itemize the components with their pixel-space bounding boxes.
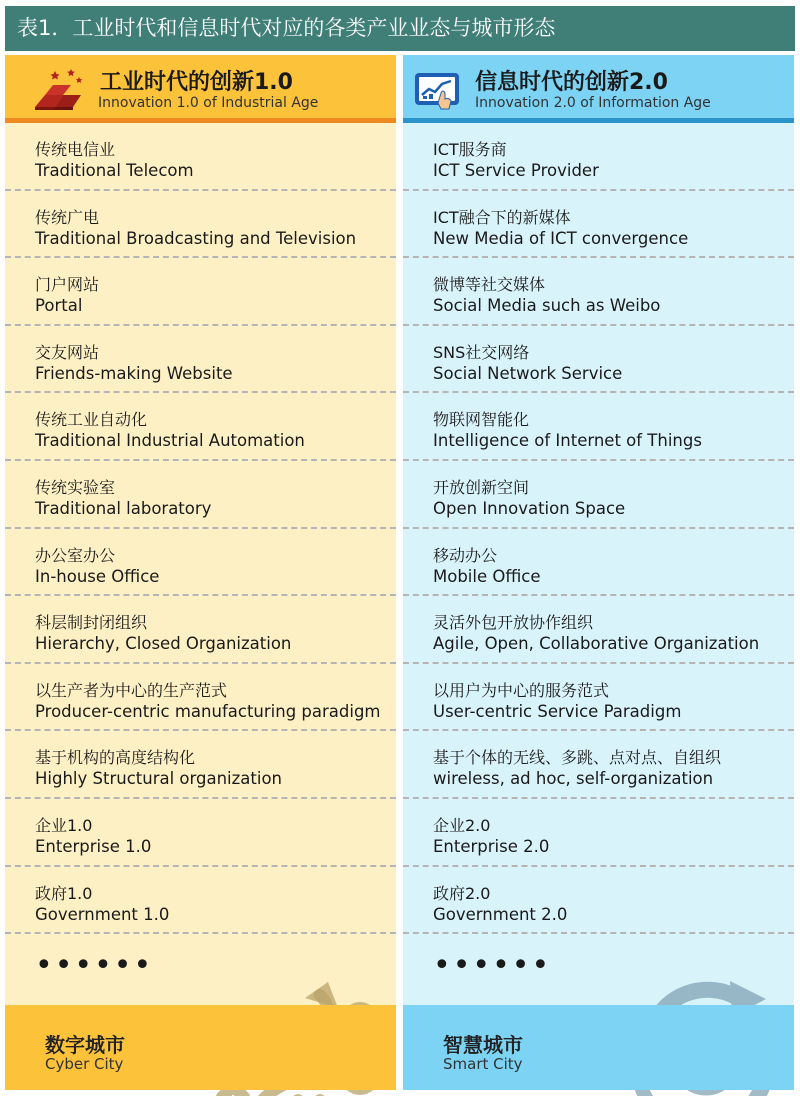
- row-label-en: Traditional Industrial Automation: [35, 431, 305, 451]
- row-label-zh: 以用户为中心的服务范式: [433, 680, 610, 700]
- row-label-en: Portal: [35, 296, 83, 316]
- information-header: [403, 55, 794, 123]
- row-label-zh: 灵活外包开放协作组织: [433, 613, 594, 633]
- table-row: [5, 393, 396, 461]
- table-row: [403, 529, 794, 597]
- row-label-en: User-centric Service Paradigm: [433, 701, 682, 721]
- row-label-en: wireless, ad hoc, self-organization: [433, 769, 714, 789]
- row-label-en: Intelligence of Internet of Things: [433, 431, 702, 451]
- industrial-age-column: [5, 55, 396, 1090]
- table-row: [403, 664, 794, 732]
- smart-city-label-en: Smart City: [443, 1055, 523, 1073]
- table-row: [403, 461, 794, 529]
- row-label-zh: 物联网智能化: [433, 410, 530, 430]
- row-label-zh: 传统电信业: [35, 140, 116, 159]
- row-label-zh: 企业1.0: [35, 815, 93, 835]
- row-label-en: New Media of ICT convergence: [433, 228, 689, 248]
- information-rows: [403, 123, 794, 934]
- table-row: [403, 731, 794, 799]
- ellipsis-dots: ••••••: [35, 948, 154, 983]
- row-label-en: Enterprise 2.0: [433, 836, 550, 856]
- information-footer: [403, 1005, 794, 1090]
- row-label-en: Government 1.0: [35, 904, 170, 924]
- industrial-header-subtitle: Innovation 1.0 of Industrial Age: [98, 95, 319, 111]
- table-row: [403, 867, 794, 935]
- table-row: [5, 596, 396, 664]
- row-label-zh: 交友网站: [35, 342, 100, 362]
- row-label-en: Social Network Service: [433, 363, 623, 383]
- information-age-column: [403, 55, 794, 1090]
- row-label-zh: 基于个体的无线、多跳、点对点、自组织: [433, 748, 722, 768]
- row-label-en: Highly Structural organization: [35, 769, 283, 789]
- row-label-en: Producer-centric manufacturing paradigm: [35, 701, 381, 721]
- table-row: [5, 529, 396, 597]
- ellipsis-dots: ••••••: [433, 948, 552, 983]
- row-label-en: Agile, Open, Collaborative Organization: [433, 634, 760, 654]
- row-label-zh: ICT融合下的新媒体: [433, 207, 571, 227]
- table-row: [403, 326, 794, 394]
- row-label-zh: SNS社交网络: [433, 342, 530, 362]
- industrial-header-title: 工业时代的创新1.0: [100, 70, 293, 95]
- row-label-zh: 开放创新空间: [433, 477, 530, 497]
- industrial-rows: [5, 123, 396, 934]
- table-row: [5, 258, 396, 326]
- row-label-en: Hierarchy, Closed Organization: [35, 634, 292, 654]
- row-label-en: Social Media such as Weibo: [433, 296, 661, 316]
- cyber-city-label-zh: 数字城市: [45, 1033, 125, 1057]
- information-header-subtitle: Innovation 2.0 of Information Age: [475, 95, 711, 111]
- table-row: [5, 867, 396, 935]
- table-row: [5, 799, 396, 867]
- row-label-zh: 传统实验室: [35, 477, 116, 497]
- information-header-title: 信息时代的创新2.0: [475, 70, 668, 95]
- table-row: [403, 123, 794, 191]
- row-label-zh: 办公室办公: [35, 545, 116, 565]
- smart-city-label-zh: 智慧城市: [443, 1033, 523, 1057]
- industrial-header: [5, 55, 396, 123]
- row-label-zh: 政府2.0: [433, 883, 491, 903]
- gold-bars-icon: [33, 67, 89, 111]
- row-label-zh: 政府1.0: [35, 883, 93, 903]
- row-label-zh: 传统广电: [35, 207, 100, 227]
- row-label-zh: 企业2.0: [433, 815, 491, 835]
- row-label-en: ICT Service Provider: [433, 161, 599, 180]
- row-label-zh: 移动办公: [433, 545, 498, 565]
- industrial-footer: [5, 1005, 396, 1090]
- table-row: [5, 123, 396, 191]
- row-label-en: Enterprise 1.0: [35, 836, 152, 856]
- table-row: [403, 191, 794, 259]
- row-label-en: In-house Office: [35, 566, 160, 586]
- table-row: [403, 596, 794, 664]
- row-label-zh: 传统工业自动化: [35, 410, 148, 430]
- row-label-en: Government 2.0: [433, 904, 568, 924]
- row-label-en: Traditional Telecom: [35, 161, 194, 180]
- table-row: [403, 799, 794, 867]
- row-label-zh: 微博等社交媒体: [433, 275, 546, 295]
- table-title: 表1．工业时代和信息时代对应的各类产业业态与城市形态: [5, 6, 795, 51]
- table-row: [5, 191, 396, 259]
- table-row: [5, 731, 396, 799]
- table-row: [5, 461, 396, 529]
- table-row: [403, 258, 794, 326]
- row-label-zh: 门户网站: [35, 275, 100, 295]
- table-row: [5, 326, 396, 394]
- row-label-en: Traditional laboratory: [35, 498, 212, 518]
- row-label-zh: 基于机构的高度结构化: [35, 748, 196, 768]
- row-label-en: Open Innovation Space: [433, 498, 626, 518]
- row-label-en: Mobile Office: [433, 566, 541, 586]
- table-row: [403, 393, 794, 461]
- table-row: [5, 664, 396, 732]
- row-label-zh: ICT服务商: [433, 140, 507, 159]
- cyber-city-label-en: Cyber City: [45, 1055, 124, 1073]
- row-label-zh: 科层制封闭组织: [35, 613, 148, 633]
- row-label-en: Traditional Broadcasting and Television: [35, 228, 357, 248]
- row-label-en: Friends-making Website: [35, 363, 233, 383]
- row-label-zh: 以生产者为中心的生产范式: [35, 680, 228, 700]
- tablet-touch-icon: [411, 67, 463, 111]
